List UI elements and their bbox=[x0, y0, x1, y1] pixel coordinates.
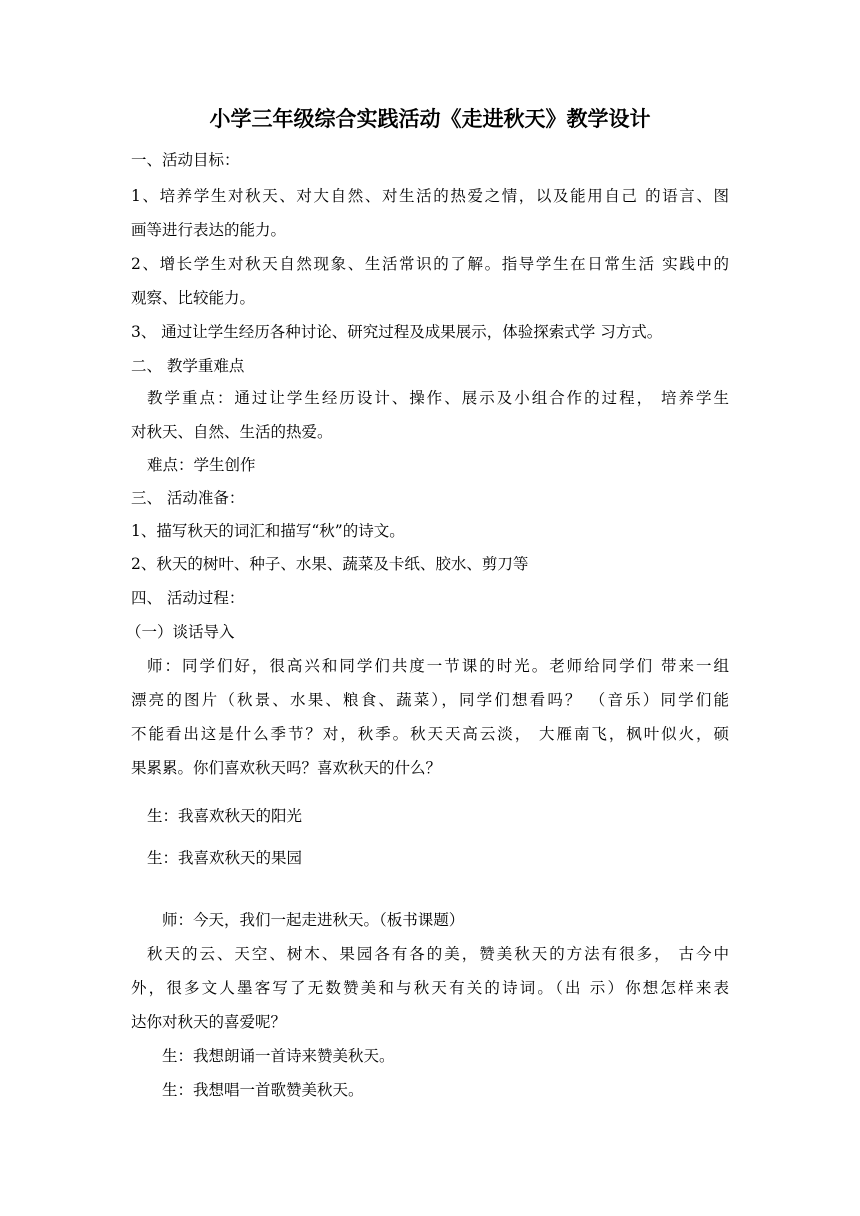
paragraph-line: 难点：学生创作 bbox=[147, 456, 256, 474]
paragraph-line: 外，很多文人墨客写了无数赞美和与秋天有关的诗词。（出 示）你想怎样来表 bbox=[131, 979, 729, 997]
dialogue-line: 生：我想朗诵一首诗来赞美秋天。 bbox=[162, 1047, 395, 1065]
paragraph-line: 观察、比较能力。 bbox=[131, 289, 256, 307]
paragraph-line: 1、描写秋天的词汇和描写“秋”的诗文。 bbox=[131, 522, 405, 540]
subsection-heading: （一）谈话导入 bbox=[126, 623, 235, 641]
paragraph-line: 3、 通过让学生经历各种讨论、研究过程及成果展示，体验探索式学 习方式。 bbox=[131, 323, 663, 341]
section-heading-preparation: 三、 活动准备： bbox=[131, 489, 245, 507]
dialogue-line: 生：我想唱一首歌赞美秋天。 bbox=[162, 1081, 364, 1099]
paragraph-line: 2、增长学生对秋天自然现象、生活常识的了解。指导学生在日常生活 实践中的 bbox=[131, 255, 729, 273]
paragraph-line: 达你对秋天的喜爱呢？ bbox=[131, 1013, 287, 1031]
dialogue-line: 生：我喜欢秋天的阳光 bbox=[147, 807, 303, 825]
dialogue-line: 师：今天，我们一起走进秋天。（板书课题） bbox=[162, 911, 465, 929]
dialogue-line: 生：我喜欢秋天的果园 bbox=[147, 849, 303, 867]
paragraph-line: 画等进行表达的能力。 bbox=[131, 221, 287, 239]
section-heading-goals: 一、活动目标： bbox=[131, 151, 240, 169]
paragraph-line: 师：同学们好，很高兴和同学们共度一节课的时光。老师给同学们 带来一组 bbox=[147, 657, 729, 675]
paragraph-line: 不能看出这是什么季节？对，秋季。秋天天高云淡， 大雁南飞，枫叶似火，硕 bbox=[131, 725, 729, 743]
paragraph-line: 秋天的云、天空、树木、果园各有各的美，赞美秋天的方法有很多， 古今中 bbox=[147, 945, 729, 963]
paragraph-line: 果累累。你们喜欢秋天吗？喜欢秋天的什么？ bbox=[131, 759, 442, 777]
document-title: 小学三年级综合实践活动《走进秋天》教学设计 bbox=[209, 106, 651, 131]
paragraph-line: 1、培养学生对秋天、对大自然、对生活的热爱之情，以及能用自己 的语言、图 bbox=[131, 187, 729, 205]
paragraph-line: 对秋天、自然、生活的热爱。 bbox=[131, 423, 333, 441]
section-heading-key-points: 二、 教学重难点 bbox=[131, 357, 245, 375]
paragraph-line: 2、秋天的树叶、种子、水果、蔬菜及卡纸、胶水、剪刀等 bbox=[131, 555, 529, 573]
section-heading-process: 四、 活动过程： bbox=[131, 589, 245, 607]
paragraph-line: 教学重点：通过让学生经历设计、操作、展示及小组合作的过程， 培养学生 bbox=[147, 389, 729, 407]
paragraph-line: 漂亮的图片（秋景、水果、粮食、蔬菜），同学们想看吗？ （音乐）同学们能 bbox=[131, 691, 729, 709]
